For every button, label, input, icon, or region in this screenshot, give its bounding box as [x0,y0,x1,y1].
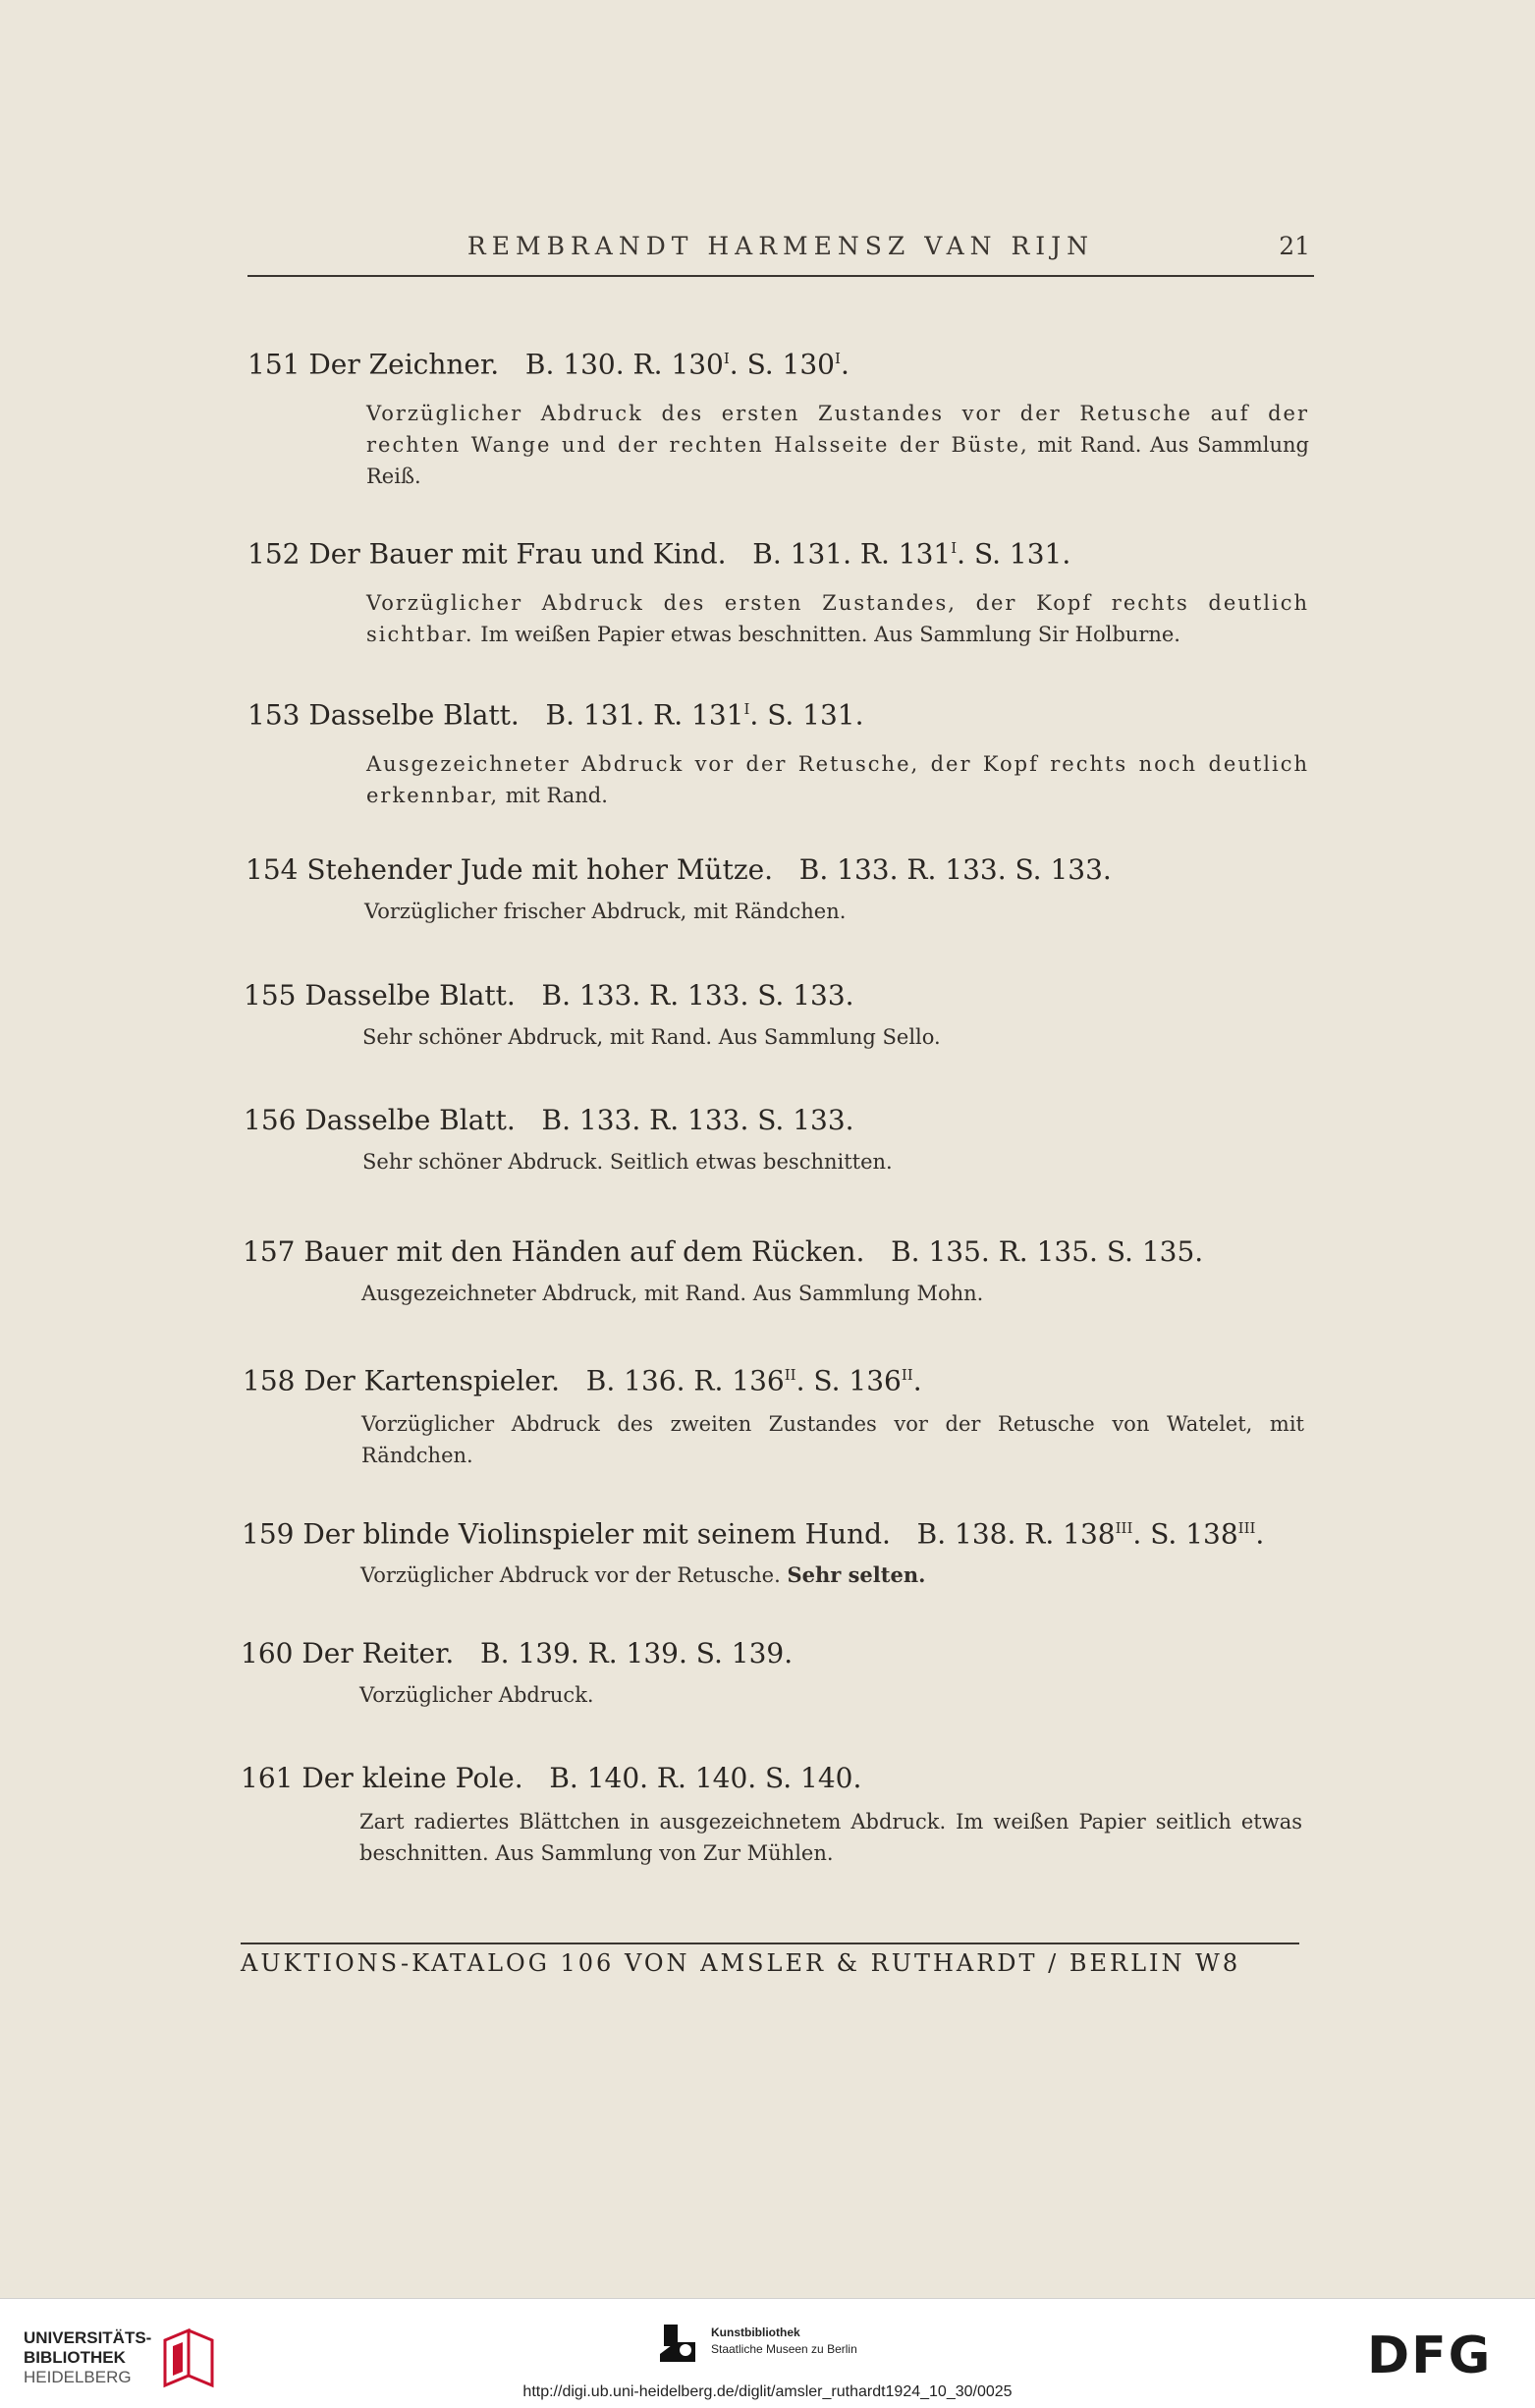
entry-refs-mid: . S. 136 [795,1364,902,1397]
entry-description [361,1278,1304,1309]
state-superscript: I [951,539,958,557]
entry-number: 155 [244,979,297,1012]
permalink-url[interactable]: http://digi.ub.uni-heidelberg.de/diglit/amsler_ruthardt1924_10_30/0025 [522,2383,1013,2400]
description-emphasis: Sehr selten. [787,1562,926,1588]
entry-refs-mid: . S. 131. [957,537,1071,571]
entry-refs-mid: . S. 131. [749,698,864,732]
entry-refs: B. 139. R. 139. S. 139. [480,1637,794,1669]
catalog-entry-160 [241,1634,1321,1711]
description-text: Vorzüglicher Abdruck. [359,1683,594,1707]
entry-refs: B. 135. R. 135. S. 135. [891,1235,1204,1268]
entry-description [366,398,1309,492]
entry-refs-end: . [840,348,850,381]
entry-number: 153 [247,698,301,732]
state-superscript: I [743,700,750,718]
catalog-entry-157 [243,1232,1323,1309]
entry-heading [247,528,1328,574]
kunstbibliothek-logo[interactable] [656,2321,911,2380]
dfg-logo[interactable]: DFG [1367,2326,1493,2385]
description-text: Zart radiertes Blättchen in ausgezeichnetem Abdruck. Im weißen Papier seitlich etwas beschnitten. Aus Sammlung von Zur Mühlen. [359,1810,1302,1865]
entry-title: Der Bauer mit Frau und Kind. [308,537,727,571]
catalog-entry-154 [246,850,1326,927]
entry-refs-end: . [912,1364,922,1397]
entry-refs: B. 133. R. 133. S. 133. [541,979,854,1012]
ub-heidelberg-logo[interactable] [24,2328,249,2387]
entry-title: Dasselbe Blatt. [304,979,516,1012]
description-text: mit Rand. [499,784,608,808]
entry-number: 160 [241,1637,294,1669]
ub-line-1: UNIVERSITÄTS- [24,2328,152,2347]
entry-heading [243,1355,1323,1400]
digitization-strip [0,2298,1535,2408]
entry-refs-mid: . S. 130 [729,348,835,381]
catalog-entry-158 [243,1355,1323,1471]
description-text: mit Rand. Aus Sammlung Reiß. [366,433,1309,489]
entry-heading [241,1634,1321,1673]
entry-refs: B. 138. R. 138 [916,1517,1116,1551]
state-superscript: III [1237,1519,1256,1537]
state-superscript: I [835,350,841,367]
entry-number: 151 [247,348,301,381]
entry-heading [242,1508,1322,1554]
entry-refs: B. 136. R. 136 [585,1364,785,1397]
description-text: Im weißen Papier etwas beschnitten. Aus Sammlung Sir Holburne. [473,623,1180,647]
catalog-entry-155 [244,976,1324,1053]
entry-heading [241,1759,1321,1798]
entry-refs: B. 133. R. 133. S. 133. [798,853,1112,886]
description-spaced: Vorzüglicher Abdruck des ersten Zustandes, der Kopf rechts deutlich sichtbar. [366,591,1309,647]
ub-heidelberg-wordmark [24,2328,151,2387]
entry-description [359,1679,1302,1711]
kb-line-2: Staatliche Museen zu Berlin [711,2342,857,2356]
entry-heading [243,1232,1323,1272]
state-superscript: II [784,1366,796,1384]
running-head [247,232,1314,277]
entry-number: 158 [243,1364,296,1397]
state-superscript: II [901,1366,913,1384]
catalog-entry-151 [247,339,1328,492]
description-text: Vorzüglicher Abdruck des zweiten Zustandes vor der Retusche von Watelet, mit Rändchen. [361,1412,1304,1468]
entry-title: Der Reiter. [302,1637,455,1669]
entry-number: 152 [247,537,301,571]
entry-title: Dasselbe Blatt. [308,698,520,732]
catalog-entry-159 [242,1508,1322,1591]
description-text: Vorzüglicher frischer Abdruck, mit Rändchen. [364,900,847,923]
description-text: Ausgezeichneter Abdruck, mit Rand. Aus Sammlung Mohn. [361,1282,984,1305]
entry-title: Der blinde Violinspieler mit seinem Hund. [302,1517,891,1551]
entry-description [366,587,1309,650]
entry-refs: B. 131. R. 131 [752,537,952,571]
state-superscript: III [1115,1519,1133,1537]
entry-description [359,1806,1302,1869]
entry-refs-mid: . S. 138 [1132,1517,1238,1551]
entry-description [361,1408,1304,1471]
catalog-footer: AUKTIONS-KATALOG 106 VON AMSLER & RUTHARDT / BERLIN W8 [241,1949,1241,1977]
entry-refs: B. 140. R. 140. S. 140. [549,1762,862,1794]
entry-title: Der kleine Pole. [302,1762,523,1794]
description-text: Vorzüglicher Abdruck vor der Retusche. [360,1563,788,1588]
entry-description [364,896,1307,927]
description-text: Sehr schöner Abdruck, mit Rand. Aus Sammlung Sello. [362,1025,941,1049]
kb-line-1: Kunstbibliothek [711,2326,800,2339]
kunstbibliothek-wordmark [711,2325,857,2358]
entry-refs: B. 130. R. 130 [524,348,724,381]
description-text: Sehr schöner Abdruck. Seitlich etwas beschnitten. [362,1150,893,1174]
catalog-entry-161 [241,1759,1321,1869]
catalog-entry-152 [247,528,1328,650]
entry-number: 161 [241,1762,294,1794]
entry-description [362,1146,1305,1177]
entry-title: Der Zeichner. [308,348,500,381]
entry-heading [244,976,1324,1015]
entry-title: Stehender Jude mit hoher Mütze. [306,853,774,886]
entry-heading [247,689,1328,735]
footer-rule [241,1943,1299,1944]
entry-description [362,1021,1305,1053]
entry-heading [244,1101,1324,1140]
entry-refs: B. 133. R. 133. S. 133. [541,1104,854,1136]
ub-heidelberg-mark-icon [159,2328,216,2389]
entry-number: 157 [243,1235,296,1268]
entry-title: Der Kartenspieler. [303,1364,561,1397]
entry-number: 154 [246,853,299,886]
state-superscript: I [723,350,730,367]
entry-title: Dasselbe Blatt. [304,1104,516,1136]
description-spaced: Vorzüglicher Abdruck des ersten Zustandes vor der Retusche auf der rechten Wange und der rechten Halsseite der Büste, [366,402,1309,458]
entry-heading [247,339,1328,384]
entry-refs: B. 131. R. 131 [545,698,744,732]
description-spaced: Ausgezeichneter Abdruck vor der Retusche, der Kopf rechts noch deutlich erkennbar, [366,752,1309,808]
kunstbibliothek-mark-icon [656,2321,701,2366]
catalog-entry-153 [247,689,1328,811]
catalog-entry-156 [244,1101,1324,1177]
ub-line-3: HEIDELBERG [24,2368,132,2386]
page-number: 21 [1279,232,1310,260]
entry-number: 159 [242,1517,295,1551]
entry-title: Bauer mit den Händen auf dem Rücken. [303,1235,865,1268]
entry-heading [246,850,1326,890]
entry-refs-end: . [1255,1517,1265,1551]
entry-description [360,1560,1303,1591]
ub-line-2: BIBLIOTHEK [24,2348,126,2367]
entry-number: 156 [244,1104,297,1136]
running-head-title: REMBRANDT HARMENSZ VAN RIJN [466,232,1095,260]
entry-description [366,748,1309,811]
